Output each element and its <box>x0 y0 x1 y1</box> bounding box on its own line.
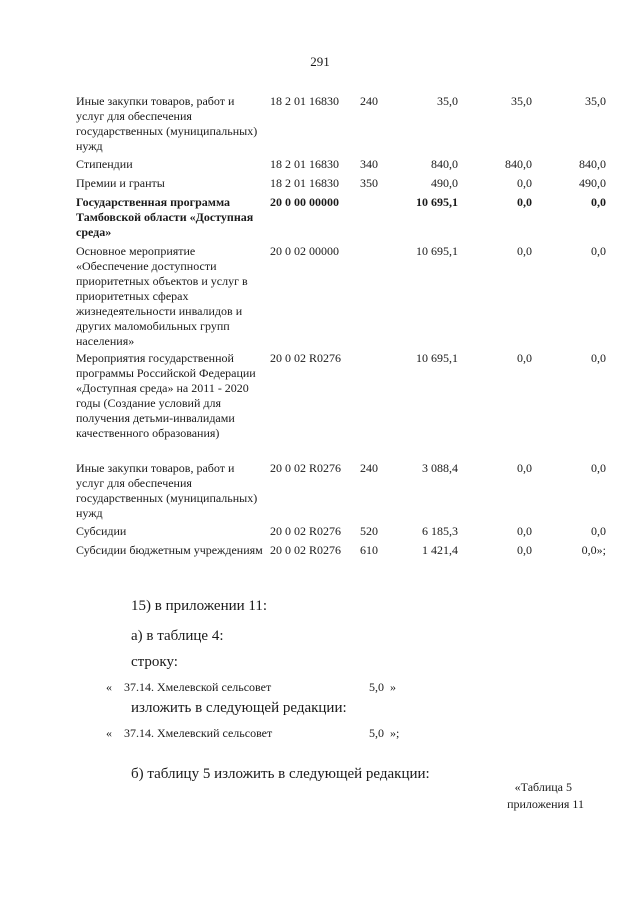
row-value-1: 490,0 <box>431 176 458 190</box>
row-value-1: 3 088,4 <box>422 461 458 475</box>
paragraph-stroku: строку: <box>131 654 178 670</box>
row-name: Иные закупки товаров, работ и услуг для обеспечения государственных (муниципальных) нужд <box>76 461 258 520</box>
close-quote: » <box>390 680 396 694</box>
open-quote: « <box>106 680 112 694</box>
row-name: Премии и гранты <box>76 176 165 190</box>
new-row-value: 5,0 <box>369 726 384 740</box>
row-value-1: 10 695,1 <box>416 195 458 209</box>
table-reference-appendix: приложения 11 <box>507 797 584 811</box>
row-name: Субсидии бюджетным учреждениям <box>76 543 263 557</box>
row-vr: 350 <box>360 176 378 190</box>
paragraph-b: б) таблицу 5 изложить в следующей редакции: <box>131 766 430 782</box>
new-row-label: 37.14. Хмелевский сельсовет <box>124 726 273 740</box>
row-value-2: 0,0 <box>517 543 532 557</box>
row-value-2: 0,0 <box>517 195 532 209</box>
page-number: 291 <box>310 54 330 69</box>
row-code: 20 0 02 R0276 <box>270 351 342 365</box>
row-code: 18 2 01 16830 <box>270 157 339 171</box>
row-vr: 240 <box>360 94 378 108</box>
row-value-1: 35,0 <box>437 94 458 108</box>
old-row-value: 5,0 <box>369 680 384 694</box>
row-name: Государственная программа Тамбовской области «Доступная среда» <box>76 195 254 239</box>
row-value-3: 0,0»; <box>581 543 606 557</box>
row-value-2: 840,0 <box>505 157 532 171</box>
paragraph-izlozhit: изложить в следующей редакции: <box>131 700 347 716</box>
row-code: 20 0 02 R0276 <box>270 543 342 557</box>
row-vr: 610 <box>360 543 378 557</box>
row-value-1: 6 185,3 <box>422 524 458 538</box>
row-value-3: 490,0 <box>579 176 606 190</box>
row-name: Субсидии <box>76 524 127 538</box>
row-code: 20 0 00 00000 <box>270 195 339 209</box>
row-value-1: 840,0 <box>431 157 458 171</box>
row-value-3: 840,0 <box>579 157 606 171</box>
row-value-1: 10 695,1 <box>416 351 458 365</box>
row-value-1: 10 695,1 <box>416 244 458 258</box>
old-row-label: 37.14. Хмелевской сельсовет <box>124 680 272 694</box>
row-value-3: 0,0 <box>591 351 606 365</box>
row-vr: 240 <box>360 461 378 475</box>
table-reference-title: «Таблица 5 <box>514 780 572 794</box>
close-quote: »; <box>390 726 400 740</box>
row-name: Иные закупки товаров, работ и услуг для обеспечения государственных (муниципальных) нужд <box>76 94 258 153</box>
row-code: 20 0 02 00000 <box>270 244 339 258</box>
row-code: 18 2 01 16830 <box>270 176 339 190</box>
row-value-2: 0,0 <box>517 244 532 258</box>
row-value-2: 35,0 <box>511 94 532 108</box>
row-value-2: 0,0 <box>517 461 532 475</box>
row-value-3: 35,0 <box>585 94 606 108</box>
row-value-3: 0,0 <box>591 195 606 209</box>
row-value-2: 0,0 <box>517 524 532 538</box>
row-value-2: 0,0 <box>517 176 532 190</box>
row-value-3: 0,0 <box>591 461 606 475</box>
paragraph-15: 15) в приложении 11: <box>131 598 268 614</box>
row-value-3: 0,0 <box>591 524 606 538</box>
row-code: 18 2 01 16830 <box>270 94 339 108</box>
row-vr: 340 <box>360 157 378 171</box>
row-name: Стипендии <box>76 157 133 171</box>
row-value-2: 0,0 <box>517 351 532 365</box>
row-vr: 520 <box>360 524 378 538</box>
row-value-1: 1 421,4 <box>422 543 458 557</box>
row-code: 20 0 02 R0276 <box>270 461 342 475</box>
row-code: 20 0 02 R0276 <box>270 524 342 538</box>
open-quote: « <box>106 726 112 740</box>
paragraph-a: а) в таблице 4: <box>131 628 224 644</box>
row-value-3: 0,0 <box>591 244 606 258</box>
row-name: Мероприятия государственной программы Российской Федерации «Доступная среда» на 2011 - 2020 годы (Создание условий для получения детьми-инвалидами качественного образования) <box>76 351 256 440</box>
row-name: Основное мероприятие «Обеспечение доступности приоритетных объектов и услуг в приоритетных сферах жизнедеятельности инвалидов и других маломобильных групп населения» <box>76 244 248 348</box>
